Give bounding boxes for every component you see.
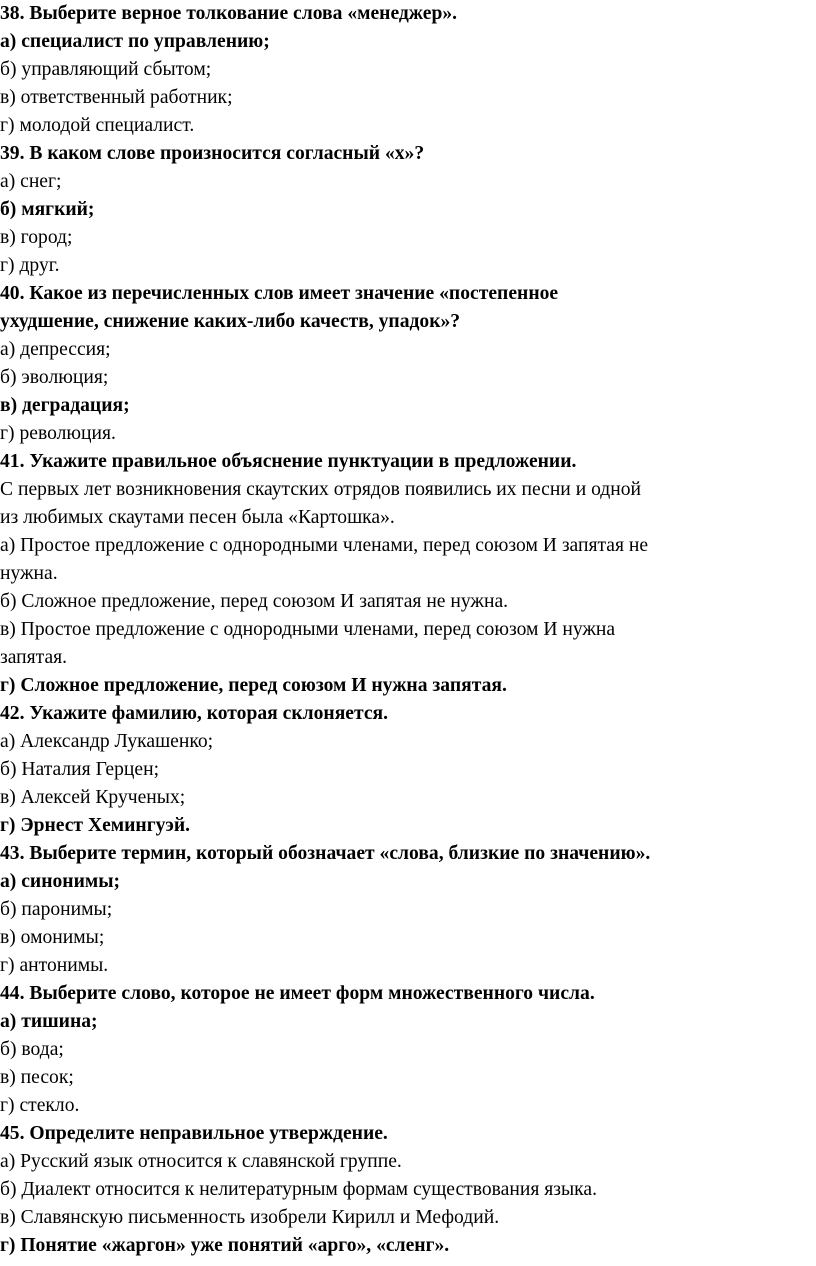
question-title: 41. Укажите правильное объяснение пунктуации в предложении. [0, 451, 577, 472]
question-title: 39. В каком слове произносится согласный «х»? [0, 143, 425, 164]
answer-option: в) омонимы; [0, 927, 105, 948]
answer-option: г) стекло. [0, 1095, 80, 1116]
answer-option: г) друг. [0, 255, 60, 276]
answer-option-correct: в) деградация; [0, 395, 130, 416]
answer-option-continuation: нужна. [0, 563, 58, 584]
example-sentence-line: С первых лет возникновения скаутских отрядов появились их песни и одной [0, 479, 642, 500]
answer-option-continuation: запятая. [0, 647, 68, 668]
answer-option: б) Наталия Герцен; [0, 759, 160, 780]
question-38 [0, 0, 808, 140]
answer-option: в) Славянскую письменность изобрели Кирилл и Мефодий. [0, 1207, 500, 1228]
question-44 [0, 980, 808, 1120]
answer-option: в) город; [0, 227, 73, 248]
answer-option: г) молодой специалист. [0, 115, 195, 136]
question-45 [0, 1120, 808, 1260]
question-title: 43. Выберите термин, который обозначает «слова, близкие по значению». [0, 843, 651, 864]
answer-option: б) эволюция; [0, 367, 109, 388]
answer-option: б) Диалект относится к нелитературным формам существования языка. [0, 1179, 597, 1200]
answer-option: б) управляющий сбытом; [0, 59, 212, 80]
answer-option: а) Простое предложение с однородными членами, перед союзом И запятая не [0, 535, 649, 556]
answer-option-correct: а) синонимы; [0, 871, 121, 892]
answer-option: г) антонимы. [0, 955, 109, 976]
answer-option-correct: а) тишина; [0, 1011, 98, 1032]
answer-option: б) Сложное предложение, перед союзом И запятая не нужна. [0, 591, 509, 612]
answer-option-correct: а) специалист по управлению; [0, 31, 270, 52]
answer-option: б) паронимы; [0, 899, 113, 920]
answer-option: в) ответственный работник; [0, 87, 233, 108]
question-39 [0, 140, 808, 280]
question-41 [0, 448, 808, 700]
question-title-line: ухудшение, снижение каких-либо качеств, упадок»? [0, 311, 461, 332]
question-42 [0, 700, 808, 840]
answer-option: в) песок; [0, 1067, 74, 1088]
answer-option: г) революция. [0, 423, 116, 444]
answer-option: а) депрессия; [0, 339, 111, 360]
answer-option: в) Алексей Крученых; [0, 787, 186, 808]
answer-option-correct: г) Сложное предложение, перед союзом И нужна запятая. [0, 675, 507, 696]
answer-option: а) снег; [0, 171, 62, 192]
example-sentence-line: из любимых скаутами песен была «Картошка». [0, 507, 395, 528]
question-title: 44. Выберите слово, которое не имеет форм множественного числа. [0, 983, 595, 1004]
question-title: 42. Укажите фамилию, которая склоняется. [0, 703, 389, 724]
answer-option-correct: г) Понятие «жаргон» уже понятий «арго», «сленг». [0, 1235, 450, 1256]
question-title: 45. Определите неправильное утверждение. [0, 1123, 388, 1144]
question-43 [0, 840, 808, 980]
answer-option-correct: б) мягкий; [0, 199, 95, 220]
question-title-line: 40. Какое из перечисленных слов имеет значение «постепенное [0, 283, 559, 304]
question-40 [0, 280, 808, 448]
answer-option: а) Александр Лукашенко; [0, 731, 214, 752]
answer-option: в) Простое предложение с однородными членами, перед союзом И нужна [0, 619, 616, 640]
answer-option: а) Русский язык относится к славянской группе. [0, 1151, 402, 1172]
answer-option: б) вода; [0, 1039, 64, 1060]
question-title: 38. Выберите верное толкование слова «менеджер». [0, 3, 458, 24]
answer-option-correct: г) Эрнест Хемингуэй. [0, 815, 191, 836]
